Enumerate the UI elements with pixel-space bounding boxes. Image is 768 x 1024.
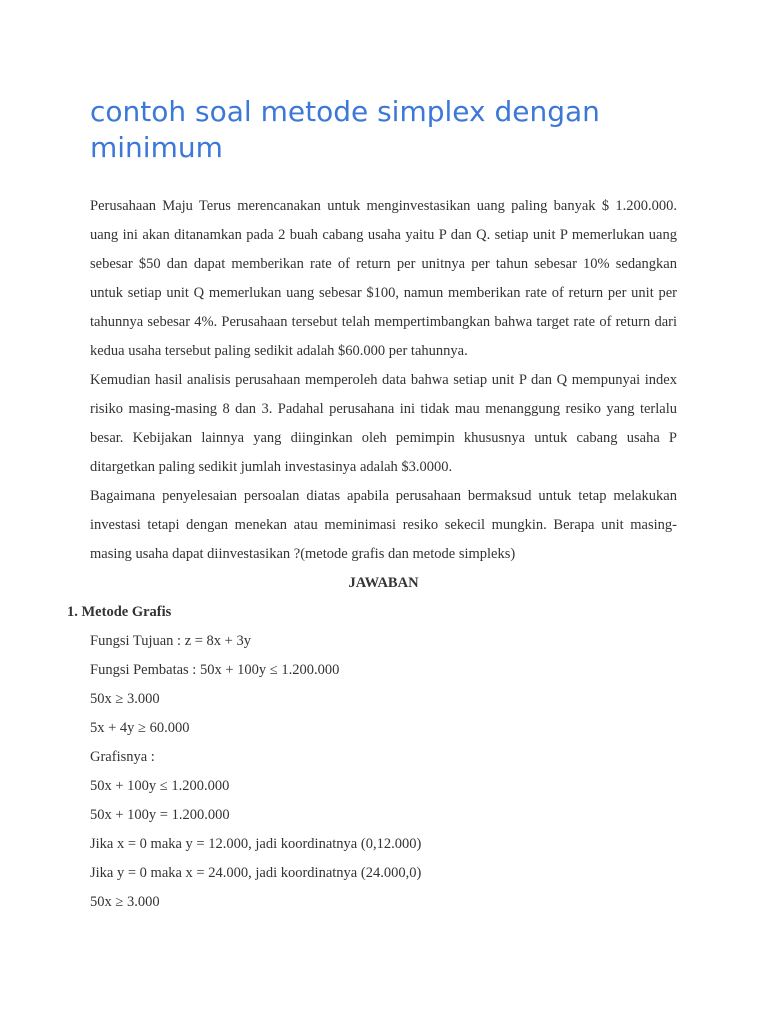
coordinate-line: Jika x = 0 maka y = 12.000, jadi koordinatnya (0,12.000) xyxy=(90,836,422,852)
constraint-line: 50x ≥ 3.000 xyxy=(90,691,160,707)
document-body xyxy=(67,192,677,917)
graph-label-line: Grafisnya : xyxy=(90,749,155,765)
objective-function-line: Fungsi Tujuan : z = 8x + 3y xyxy=(90,633,251,649)
page-title: contoh soal metode simplex dengan minimum xyxy=(90,95,600,164)
problem-paragraph-2: Kemudian hasil analisis perusahaan memperoleh data bahwa setiap unit P dan Q mempunyai index risiko masing-masing 8 dan 3. Padahal perusahana ini tidak mau menanggung resiko yang terlalu besar. Kebijakan lainnya yang diinginkan oleh pemimpin khususnya untuk cabang usaha P ditargetkan paling sedikit jumlah investasinya adalah $3.0000. xyxy=(90,372,677,475)
equation-line: 50x ≥ 3.000 xyxy=(90,894,160,910)
section-heading: 1. Metode Grafis xyxy=(67,604,172,620)
constraint-function-line: Fungsi Pembatas : 50x + 100y ≤ 1.200.000 xyxy=(90,662,340,678)
coordinate-line: Jika y = 0 maka x = 24.000, jadi koordinatnya (24.000,0) xyxy=(90,865,422,881)
equation-line: 50x + 100y ≤ 1.200.000 xyxy=(90,778,230,794)
constraint-line: 5x + 4y ≥ 60.000 xyxy=(90,720,190,736)
problem-paragraph-3: Bagaimana penyelesaian persoalan diatas apabila perusahaan bermaksud untuk tetap melakukan investasi tetapi dengan menekan atau meminimasi resiko sekecil mungkin. Berapa unit masing-masing usaha dapat diinvestasikan ?(metode grafis dan metode simpleks) xyxy=(90,488,677,562)
answer-heading: JAWABAN xyxy=(348,575,419,591)
problem-paragraph-1: Perusahaan Maju Terus merencanakan untuk menginvestasikan uang paling banyak $ 1.200.000. uang ini akan ditanamkan pada 2 buah cabang usaha yaitu P dan Q. setiap unit P memerlukan uang sebesar $50 dan dapat memberikan rate of return per unitnya per tahun sebesar 10% sedangkan untuk setiap unit Q memerlukan uang sebesar $100, namun memberikan rate of return per unit per tahunnya sebesar 4%. Perusahaan tersebut telah mempertimbangkan bahwa target rate of return dari kedua usaha tersebut paling sedikit adalah $60.000 per tahunnya. xyxy=(90,198,677,359)
equation-line: 50x + 100y = 1.200.000 xyxy=(90,807,230,823)
